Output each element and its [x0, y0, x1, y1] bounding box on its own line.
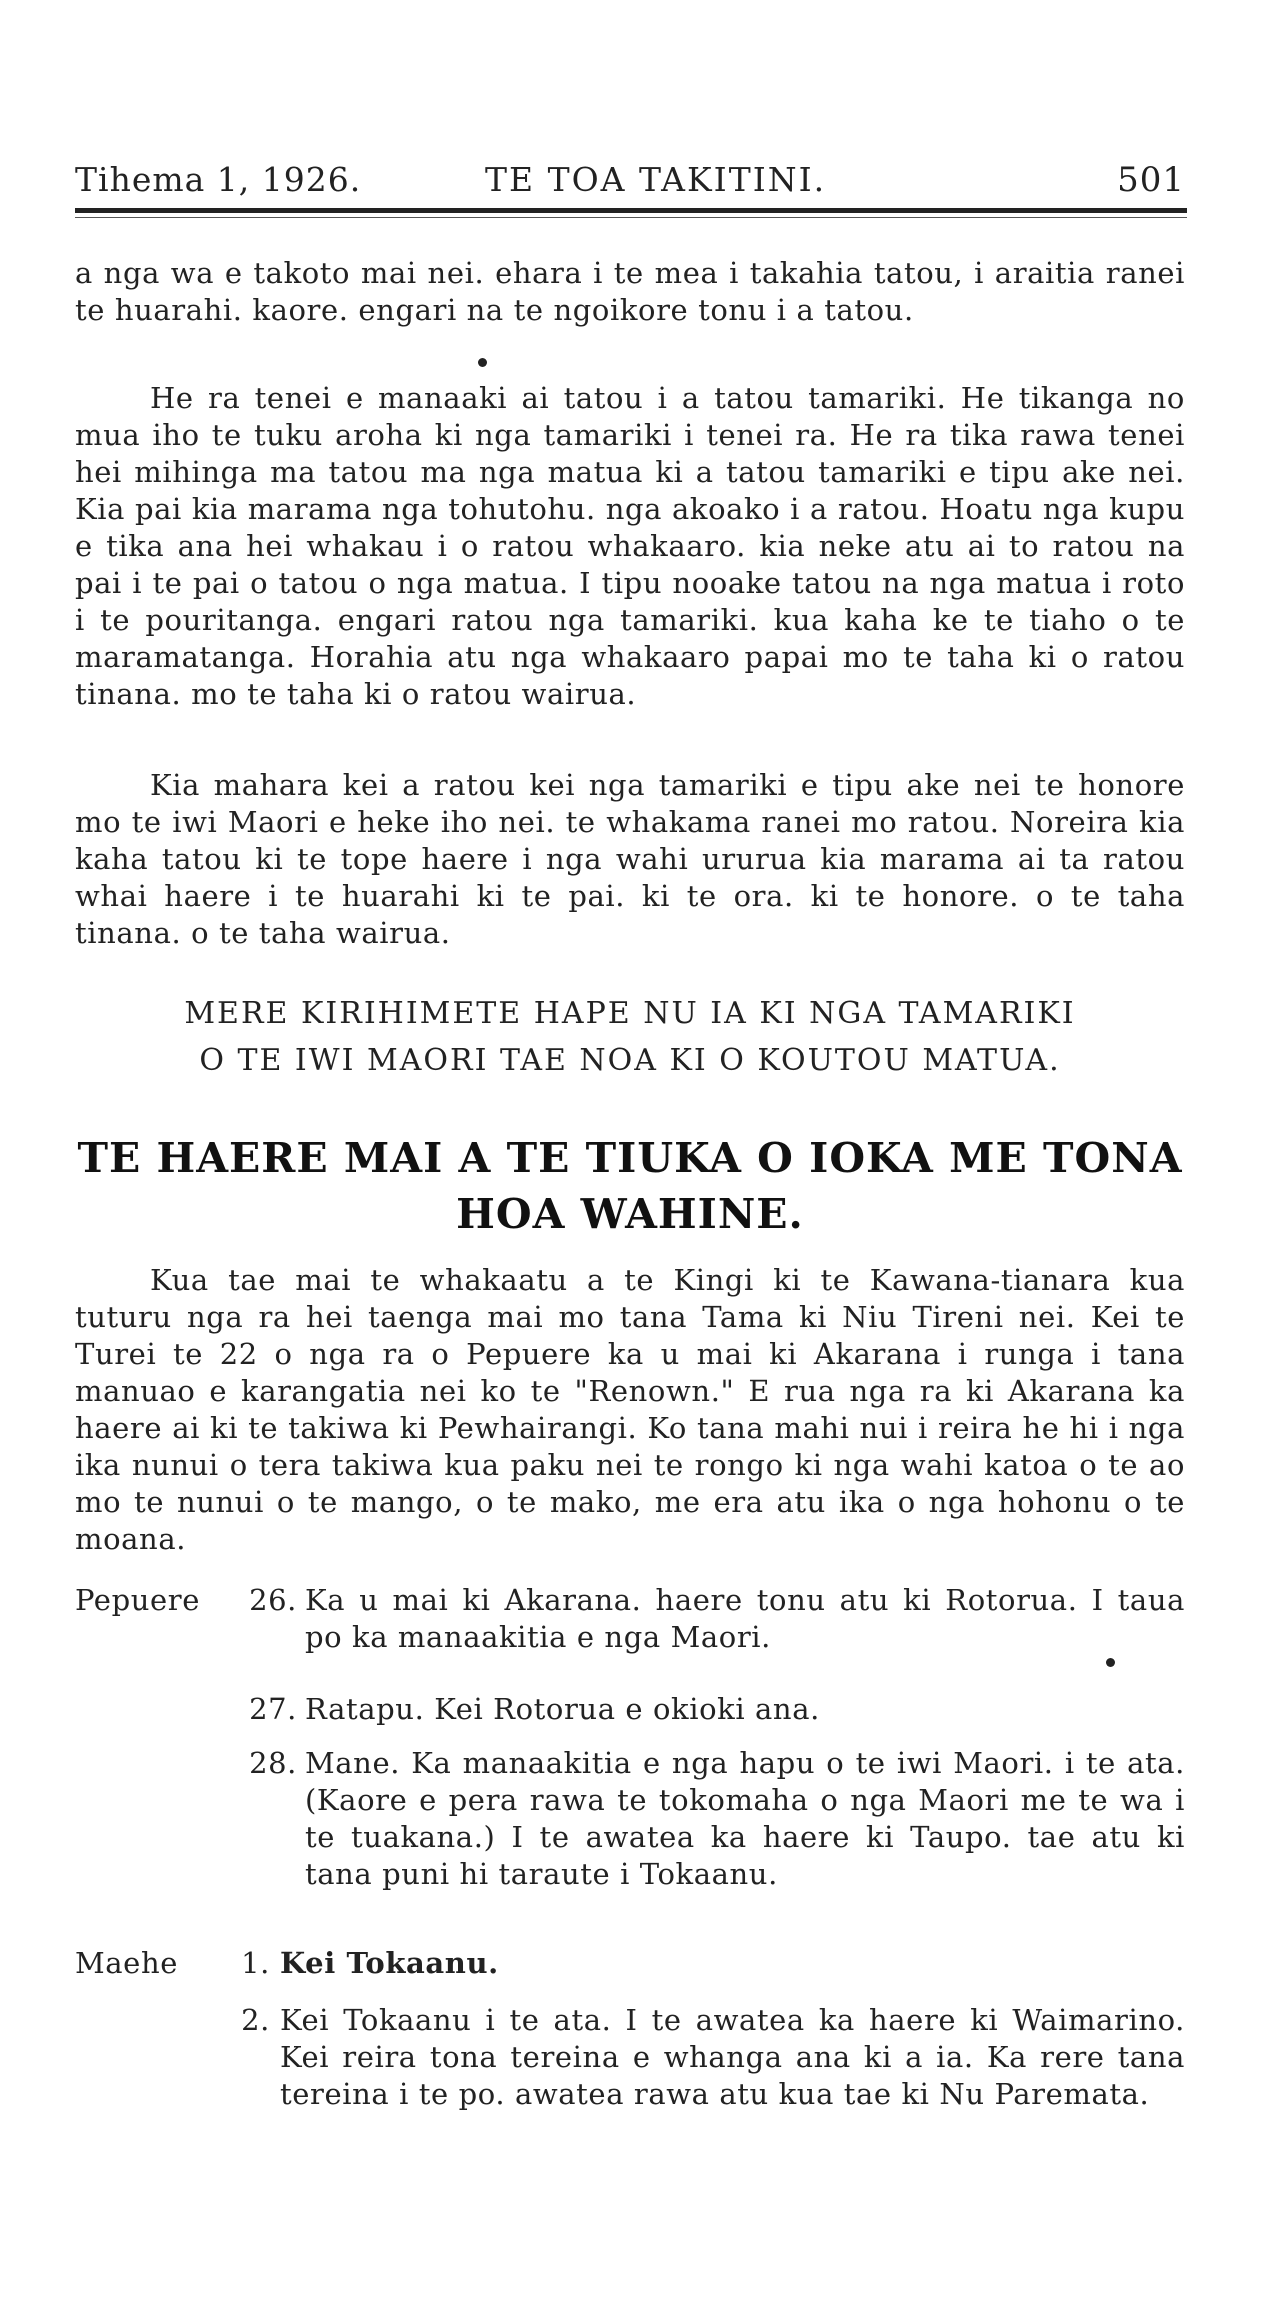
itinerary-day: 28.: [249, 1746, 297, 1780]
header-rule: [75, 208, 1187, 213]
page-number: 501: [1117, 160, 1185, 200]
itinerary-text: Ratapu. Kei Rotorua e okioki ana.: [305, 1692, 820, 1726]
itinerary-day: 1.: [241, 1946, 270, 1980]
greeting-line-2: O TE IWI MAORI TAE NOA KI O KOUTOU MATUA.: [199, 1043, 1061, 1078]
paragraph-children-day: He ra tenei e manaaki ai tatou i a tatou tamariki. He tikanga no mua iho te tuku aroha ki nga tamariki i tenei ra. He ra tika rawa tenei hei mihinga ma tatou ma nga matua ki a tatou tamariki e tipu ake nei. Kia pai kia marama nga tohutohu. nga akoako i a ratou. Hoatu nga kupu e tika ana hei whakau i o ratou whakaaro. kia neke atu ai to ratou na pai i te pai o tatou o nga matua. I tipu nooake tatou na nga matua i roto i te pouritanga. engari ratou nga tamariki. kua kaha ke te tiaho o te maramatanga. Horahia atu nga whakaaro papai mo te taha ki o ratou tinana. mo te taha ki o ratou wairua.: [75, 381, 1185, 711]
ink-speck: [1106, 1658, 1115, 1667]
paragraph-honour: Kia mahara kei a ratou kei nga tamariki e tipu ake nei te honore mo te iwi Maori e heke iho nei. te whakama ranei mo ratou. Noreira kia kaha tatou ki te tope haere i nga wahi ururua kia marama ai ta ratou whai haere i te huarahi ki te pai. ki te ora. ki te honore. o te taha tinana. o te taha wairua.: [75, 768, 1185, 950]
issue-date: Tihema 1, 1926.: [75, 160, 362, 199]
itinerary-day: 2.: [241, 2003, 270, 2037]
greeting-line-1: MERE KIRIHIMETE HAPE NU IA KI NGA TAMARIKI: [184, 996, 1076, 1031]
itinerary-text: Mane. Ka manaakitia e nga hapu o te iwi Maori. i te ata. (Kaore e pera rawa te tokomaha o nga Maori me te wa i te tuakana.) I te awatea ka haere ki Taupo. tae atu ki tana puni hi taraute i Tokaanu.: [305, 1746, 1185, 1891]
ink-speck: [478, 358, 487, 367]
itinerary-text: Kei Tokaanu i te ata. I te awatea ka haere ki Waimarino. Kei reira tona tereina e whanga ana ki a ia. Ka rere tana tereina i te po. awatea rawa atu kua tae ki Nu Parematа.: [280, 2003, 1185, 2111]
itinerary-month: Pepuere: [75, 1583, 201, 1617]
header-rule-thin: [75, 217, 1187, 218]
itinerary-text: Kei Tokaanu.: [280, 1946, 499, 1980]
itinerary-month: Maehe: [75, 1946, 178, 1980]
article-heading: TE HAERE MAI A TE TIUKA O IOKA ME TONA HOA WAHINE.: [77, 1134, 1183, 1238]
page-header: [75, 160, 1185, 200]
christmas-greeting: [75, 990, 1185, 1084]
itinerary-text: Ka u mai ki Akarana. haere tonu atu ki Rotorua. I taua po ka manaakitia e nga Maori.: [305, 1583, 1185, 1654]
publication-title: TE TOA TAKITINI.: [485, 160, 827, 199]
itinerary-day: 26.: [249, 1583, 297, 1617]
paragraph-royal-visit: Kua tae mai te whakaatu a te Kingi ki te Kawana-tianara kua tuturu nga ra hei taenga mai mo tana Tama ki Niu Tireni nei. Kei te Turei te 22 o nga ra o Pepuere ka u mai ki Akarana i runga i tana manuao e karangatia nei ko te "Renown." E rua nga ra ki Akarana ka haere ai ki te takiwa ki Pewhairangi. Ko tana mahi nui i reira he hi i nga ika nunui o tera takiwa kua paku nei te rongo ki nga wahi katoa o te ao mo te nunui o te mango, o te mako, me era atu ika o nga hohonu o te moana.: [75, 1263, 1185, 1556]
itinerary-day: 27.: [249, 1692, 297, 1726]
paragraph-continued: a nga wa e takoto mai nei. ehara i te mea i takahia tatou, i araitia ranei te huarahi. kaore. engari na te ngoikore tonu i a tatou.: [75, 256, 1185, 327]
